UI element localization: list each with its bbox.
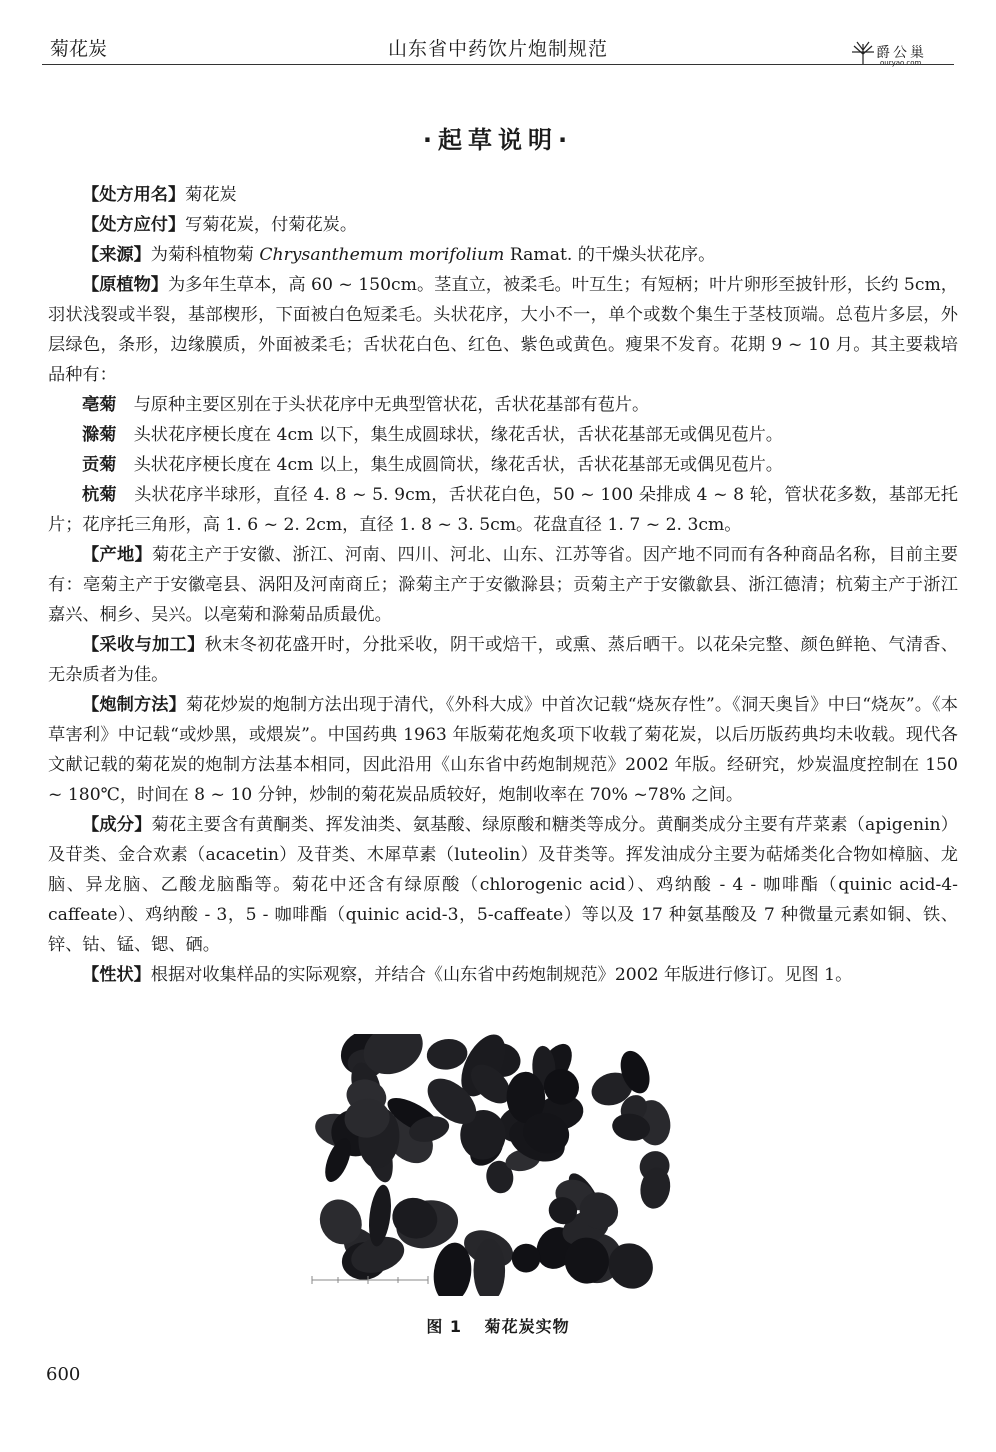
paragraph	[48, 540, 958, 630]
section-text: 菊花炭	[185, 185, 237, 205]
section-label: 杭菊	[82, 485, 117, 505]
flower-logo-icon	[850, 40, 876, 66]
section-label: 贡菊	[82, 455, 117, 475]
section-label: 【原植物】	[82, 275, 168, 295]
section-text: 写菊花炭，付菊花炭。	[185, 215, 358, 235]
header-section-name: 菊花炭	[50, 38, 108, 60]
figure-number: 图 1	[426, 1317, 463, 1336]
logo-url: ouryao.com	[880, 59, 922, 67]
page-header	[0, 0, 996, 72]
paragraph	[48, 390, 958, 420]
section-label: 【处方应付】	[82, 215, 186, 235]
paragraph	[48, 240, 958, 270]
section-text: 头状花序梗长度在 4cm 以下，集生成圆球状，缘花舌状，舌状花基部无或偶见苞片。	[133, 425, 783, 445]
section-label: 【处方用名】	[82, 185, 186, 205]
section-text: 为多年生草本，高 60 ~ 150cm。茎直立，被柔毛。叶互生；有短柄；叶片卵形至披针形，长约 5cm，羽状浅裂或半裂，基部楔形，下面被白色短柔毛。头状花序，大小不一，单个或数个集生于茎枝顶端。总苞片多层，外层绿色，条形，边缘膜质，外面被柔毛；舌状花白色、红色、紫色或黄色。瘦果不发育。花期 9 ~ 10 月。其主要栽培品种有：	[48, 275, 958, 385]
paragraph	[48, 630, 958, 690]
section-text: 头状花序半球形，直径 4. 8 ~ 5. 9cm，舌状花白色，50 ~ 100 朵排成 4 ~ 8 轮，管状花多数，基部无托片；花序托三角形，高 1. 6 ~ 2. 2cm，直径 1. 8 ~ 3. 5cm。花盘直径 1. 7 ~ 2. 3cm。	[48, 485, 958, 535]
section-label: 亳菊	[82, 395, 117, 415]
section-label: 【炮制方法】	[82, 695, 186, 715]
section-text: Ramat. 的干燥头状花序。	[504, 245, 716, 265]
paragraph	[48, 450, 958, 480]
section-label: 【来源】	[82, 245, 151, 265]
section-text: 菊花炒炭的炮制方法出现于清代，《外科大成》中首次记载“烧灰存性”。《洞天奥旨》中曰“烧灰”。《本草害利》中记载“或炒黑，或煨炭”。中国药典 1963 年版菊花炮炙项下收载了菊花炭，以后历版药典均未收载。现代各文献记载的菊花炭的炮制方法基本相同，因此沿用《山东省中药炮制规范》2002 年版。经研究，炒炭温度控制在 150 ~ 180℃，时间在 8 ~ 10 分钟，炒制的菊花炭品质较好，炮制收率在 70% ~78% 之间。	[48, 695, 958, 805]
section-text: 与原种主要区别在于头状花序中无典型管状花，舌状花基部有苞片。	[133, 395, 650, 415]
logo-text: 爵公巢	[876, 45, 927, 61]
section-text: 根据对收集样品的实际观察，并结合《山东省中药炮制规范》2002 年版进行修订。见图 1。	[150, 965, 853, 985]
paragraph	[48, 960, 958, 990]
paragraph	[48, 810, 958, 960]
header-book-title: 山东省中药饮片炮制规范	[387, 38, 608, 60]
section-text: 秋末冬初花盛开时，分批采收，阴干或焙干，或熏、蒸后晒干。以花朵完整、颜色鲜艳、气清香、无杂质者为佳。	[48, 635, 958, 685]
page-title: ·起草说明·	[422, 126, 574, 154]
section-label: 【性状】	[82, 965, 151, 985]
paragraph	[48, 210, 958, 240]
document-body	[48, 180, 958, 990]
paragraph	[48, 480, 958, 540]
header-rule	[42, 64, 954, 65]
section-label: 【成分】	[82, 815, 152, 835]
charred-chrysanthemum-photo	[308, 1034, 692, 1296]
section-text: 为菊科植物菊	[150, 245, 260, 265]
paragraph	[48, 180, 958, 210]
paragraph	[48, 420, 958, 450]
section-text: 菊花主要含有黄酮类、挥发油类、氨基酸、绿原酸和糖类等成分。黄酮类成分主要有芹菜素（apigenin）及苷类、金合欢素（acacetin）及苷类、木犀草素（luteolin）及苷类等。挥发油成分主要为萜烯类化合物如樟脑、龙脑、异龙脑、乙酸龙脑酯等。菊花中还含有绿原酸（chlorogenic acid）、鸡纳酸 - 4 - 咖啡酯（quinic acid-4-caffeate）、鸡纳酸 - 3，5 - 咖啡酯（quinic acid-3，5-caffeate）等以及 17 种氨基酸及 7 种微量元素如铜、铁、锌、钴、锰、锶、硒。	[48, 815, 958, 955]
section-label: 【产地】	[82, 545, 153, 565]
section-text: 头状花序梗长度在 4cm 以上，集生成圆筒状，缘花舌状，舌状花基部无或偶见苞片。	[133, 455, 783, 475]
section-label: 【采收与加工】	[82, 635, 205, 655]
paragraph	[48, 690, 958, 810]
latin-name: Chrysanthemum morifolium	[259, 245, 505, 265]
section-text: 菊花主产于安徽、浙江、河南、四川、河北、山东、江苏等省。因产地不同而有各种商品名称，目前主要有：亳菊主产于安徽亳县、涡阳及河南商丘；滁菊主产于安徽滁县；贡菊主产于安徽歙县、浙江德清；杭菊主产于浙江嘉兴、桐乡、吴兴。以亳菊和滁菊品质最优。	[48, 545, 958, 625]
section-label: 滁菊	[82, 425, 117, 445]
paragraph	[48, 270, 958, 390]
figure-caption	[0, 1314, 996, 1337]
page-number: 600	[46, 1364, 81, 1385]
publisher-logo	[848, 40, 958, 70]
figure-caption-text: 菊花炭实物	[484, 1317, 570, 1336]
